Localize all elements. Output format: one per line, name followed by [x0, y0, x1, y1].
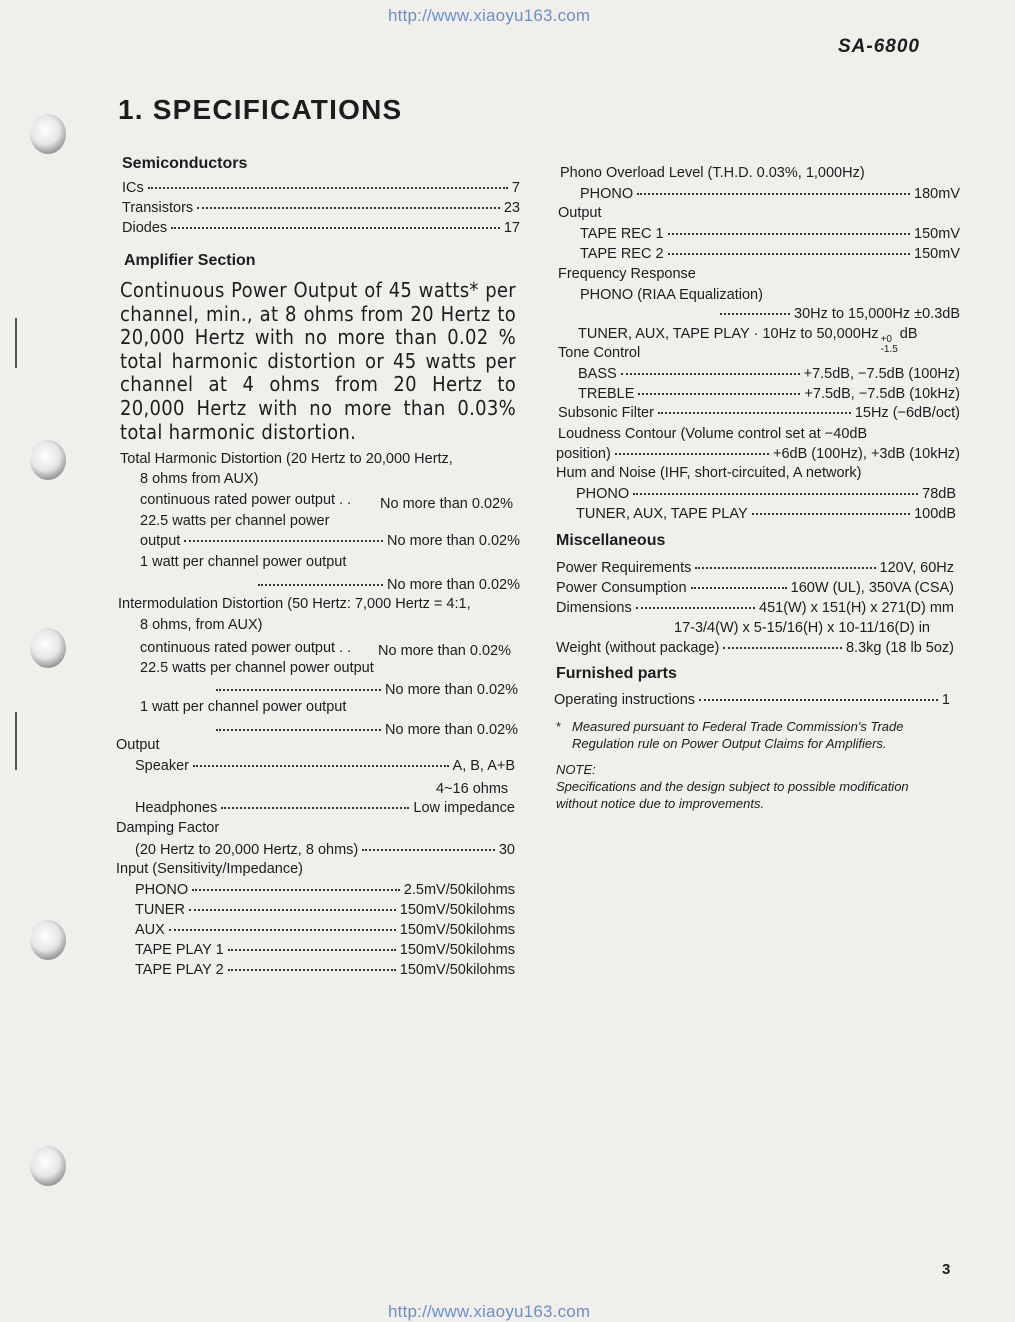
freq-phono-row: 30Hz to 15,000Hz ±0.3dB [580, 306, 960, 322]
hum-phono-row: PHONO 78dB [576, 486, 956, 502]
treble-row: TREBLE +7.5dB, −7.5dB (10kHz) [578, 386, 960, 402]
phono-overload-row: PHONO 180mV [580, 186, 960, 202]
imd-row-22w: No more than 0.02% [212, 682, 518, 698]
power-requirements-row: Power Requirements 120V, 60Hz [556, 560, 954, 576]
imd-row-1w-label: 1 watt per channel power output [140, 699, 347, 715]
source-url-bottom[interactable]: http://www.xiaoyu163.com [388, 1302, 591, 1321]
input-row-aux: AUX 150mV/50kilohms [135, 922, 515, 938]
loudness-row: position) +6dB (100Hz), +3dB (10kHz) [556, 446, 960, 462]
page-title: 1. SPECIFICATIONS [118, 94, 403, 125]
thd-row-22w-label: 22.5 watts per channel power [140, 513, 330, 529]
speaker-impedance: 4~16 ohms [436, 781, 509, 797]
damping-row: (20 Hertz to 20,000 Hertz, 8 ohms) 30 [135, 842, 515, 858]
note-text: Specifications and the design subject to possible modification without notice due to improvements. [556, 779, 909, 811]
freq-phono-label: PHONO (RIAA Equalization) [580, 287, 763, 303]
bass-row: BASS +7.5dB, −7.5dB (100Hz) [578, 366, 960, 382]
hum-tuner-row: TUNER, AUX, TAPE PLAY 100dB [576, 506, 956, 522]
binder-hole [30, 440, 66, 480]
thd-row-continuous-value: No more than 0.02% [380, 496, 513, 512]
thd-heading-2: 8 ohms from AUX) [140, 471, 259, 487]
binder-hole [30, 920, 66, 960]
imd-row-continuous-label: continuous rated power output . . [140, 640, 352, 656]
miscellaneous-heading: Miscellaneous [556, 532, 666, 549]
binder-hole [30, 628, 66, 668]
binder-hole [30, 114, 66, 154]
spec-row-transistors: Transistors 23 [122, 200, 520, 216]
hum-noise-heading: Hum and Noise (IHF, short-circuited, A network) [556, 465, 862, 481]
weight-row: Weight (without package) 8.3kg (18 lb 5oz) [556, 640, 954, 656]
input-row-tape-play-1: TAPE PLAY 1 150mV/50kilohms [135, 942, 515, 958]
imd-heading-2: 8 ohms, from AUX) [140, 617, 263, 633]
thd-heading: Total Harmonic Distortion (20 Hertz to 20,000 Hertz, [120, 451, 453, 467]
tape-rec-2-row: TAPE REC 2 150mV [580, 246, 960, 262]
margin-mark [15, 318, 17, 368]
loudness-heading: Loudness Contour (Volume control set at −40dB [558, 426, 868, 442]
imd-row-1w: No more than 0.02% [212, 722, 518, 738]
imd-heading: Intermodulation Distortion (50 Hertz: 7,000 Hertz = 4:1, [118, 596, 471, 612]
amplifier-heading: Amplifier Section [124, 252, 256, 269]
semiconductors-heading: Semiconductors [122, 155, 248, 172]
imd-row-continuous-value: No more than 0.02% [378, 643, 511, 659]
tone-control-heading: Tone Control [558, 345, 641, 361]
headphones-row: Headphones Low impedance [135, 800, 515, 816]
input-row-tape-play-2: TAPE PLAY 2 150mV/50kilohms [135, 962, 515, 978]
thd-row-continuous-label: continuous rated power output . . [140, 492, 352, 508]
subsonic-row: Subsonic Filter 15Hz (−6dB/oct) [558, 405, 960, 421]
page-number: 3 [942, 1261, 951, 1278]
power-output-statement: Continuous Power Output of 45 watts* per channel, min., at 8 ohms from 20 Hertz to 20,000 Hertz with no more than 0.02 % total harmonic distortion or 45 watts per channel at 4 ohms from 20 Hertz to 20,000 Hertz with no more than 0.03% total harmonic distortion. [120, 278, 516, 444]
model-number: SA-6800 [838, 36, 920, 57]
tape-rec-1-row: TAPE REC 1 150mV [580, 226, 960, 242]
note-heading: NOTE: [556, 762, 596, 777]
footnote-text: Measured pursuant to Federal Trade Commission's Trade Regulation rule on Power Output Claims for Amplifiers. [572, 719, 904, 751]
power-consumption-row: Power Consumption 160W (UL), 350VA (CSA) [556, 580, 954, 596]
spec-row-diodes: Diodes 17 [122, 220, 520, 236]
furnished-parts-heading: Furnished parts [556, 665, 677, 682]
output-heading: Output [116, 737, 160, 753]
margin-mark [15, 712, 17, 770]
footnote-mark: * [556, 719, 562, 734]
phono-overload-heading: Phono Overload Level (T.H.D. 0.03%, 1,000Hz) [560, 165, 865, 181]
input-row-phono: PHONO 2.5mV/50kilohms [135, 882, 515, 898]
thd-row-22w: output No more than 0.02% [140, 533, 520, 549]
dimensions-inches: 17-3/4(W) x 5-15/16(H) x 10-11/16(D) in [674, 620, 930, 636]
thd-row-1w-label: 1 watt per channel power output [140, 554, 347, 570]
damping-heading: Damping Factor [116, 820, 220, 836]
right-output-heading: Output [558, 205, 602, 221]
input-heading: Input (Sensitivity/Impedance) [116, 861, 303, 877]
frequency-response-heading: Frequency Response [558, 266, 696, 282]
thd-row-1w: No more than 0.02% [254, 577, 520, 593]
source-url-top[interactable]: http://www.xiaoyu163.com [388, 6, 591, 25]
show-through-watermark [80, 1160, 97, 1231]
operating-instructions-row: Operating instructions 1 [554, 692, 950, 708]
freq-tuner-row: TUNER, AUX, TAPE PLAY · 10Hz to 50,000Hz +0 -1.5 dB [578, 326, 918, 355]
imd-row-22w-label: 22.5 watts per channel power output [140, 660, 374, 676]
spec-row-ics: ICs 7 [122, 180, 520, 196]
binder-hole [30, 1146, 66, 1186]
speaker-row: Speaker A, B, A+B [135, 758, 515, 774]
dimensions-row: Dimensions 451(W) x 151(H) x 271(D) mm [556, 600, 954, 616]
input-row-tuner: TUNER 150mV/50kilohms [135, 902, 515, 918]
